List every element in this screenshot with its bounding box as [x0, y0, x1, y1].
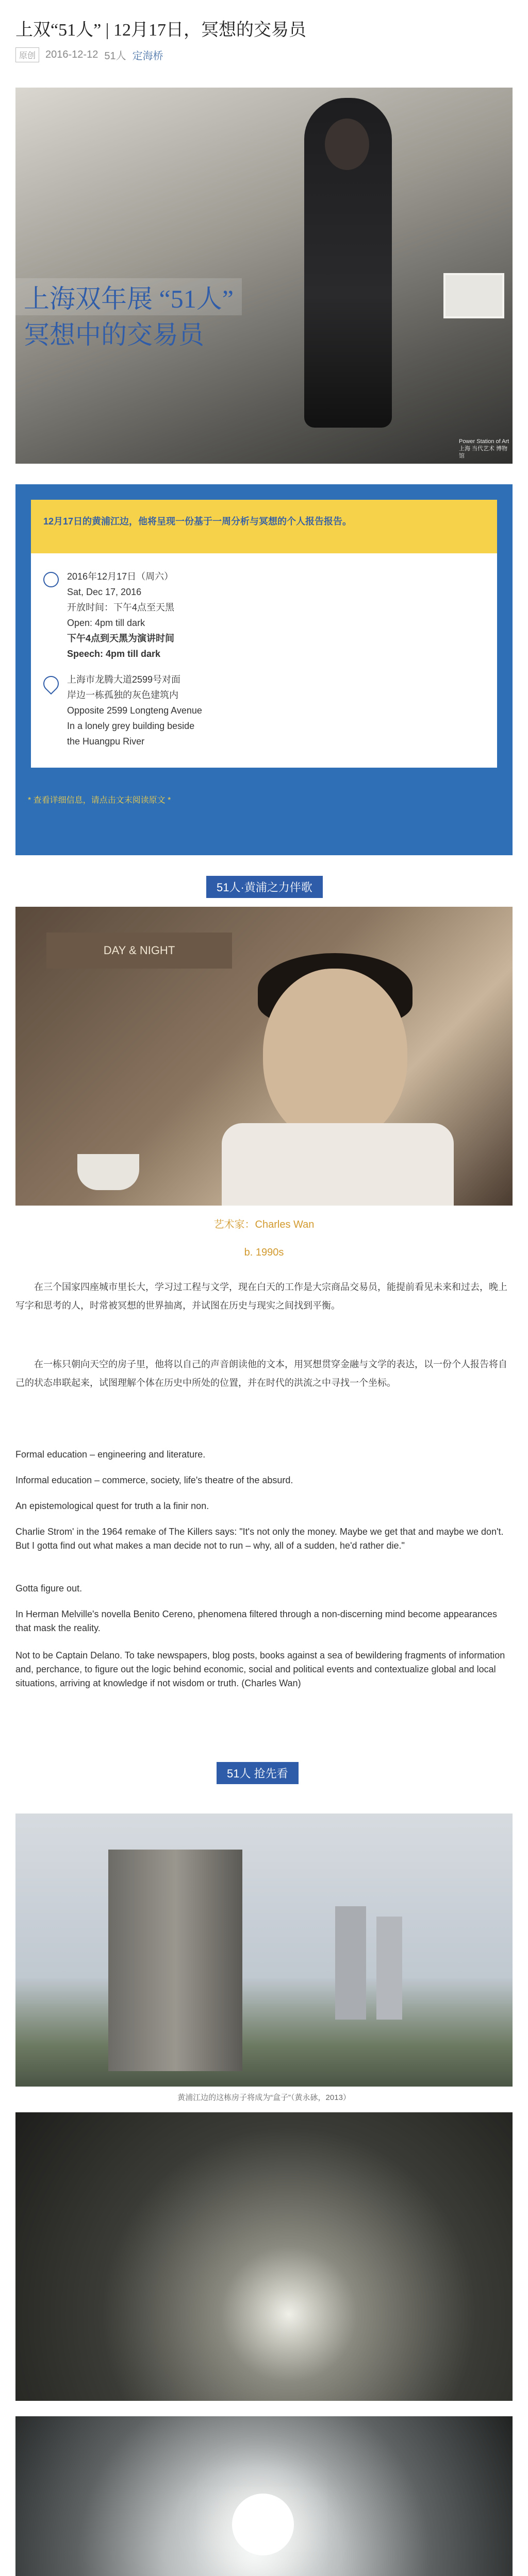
artist-caption: 艺术家：Charles Wan — [213, 1219, 315, 1230]
location-pin-icon — [40, 673, 62, 694]
event-open-cn: 开放时间：下午4点至天黑 — [67, 602, 175, 613]
en-line-3: An epistemological quest for truth a la finir non. — [15, 1501, 209, 1511]
event-address-cn1: 上海市龙腾大道2599号对面 — [67, 674, 181, 685]
en-line-5: Gotta figure out. — [15, 1583, 82, 1594]
account-link[interactable]: 定海桥 — [132, 50, 163, 62]
event-address-en3: the Huangpu River — [67, 736, 145, 747]
light-beam — [232, 2494, 294, 2555]
event-info-inner — [31, 500, 497, 768]
interior-photo-2 — [15, 2416, 513, 2576]
hero-photo — [15, 88, 513, 464]
hero-title-line2: 冥想中的交易员 — [24, 320, 204, 349]
cn-paragraph-1: 在三个国家四座城市里长大，学习过工程与文学，现在白天的工作是大宗商品交易员，能提前看见未来和过去，晚上写字和思考的人，时常被冥想的世界抽离，并试图在历史与现实之间找到平衡。 — [15, 1282, 507, 1311]
artist-face — [263, 969, 407, 1144]
section-label-1: 51人·黄浦之力伴歌 — [206, 876, 323, 898]
section-label-2: 51人 抢先看 — [217, 1762, 299, 1784]
event-open-en: Open: 4pm till dark — [67, 618, 145, 628]
event-info-card — [15, 484, 513, 855]
artist-photo — [15, 907, 513, 1206]
author-name: 51人 — [104, 50, 126, 62]
man-head — [325, 118, 369, 170]
en-paragraph-6: In Herman Melville's novella Benito Cereno, phenomena filtered through a non-discerning mind become appearances that mask the reality. — [15, 1609, 497, 1633]
event-address-en2: In a lonely grey building beside — [67, 721, 195, 731]
article-meta — [15, 47, 163, 62]
event-date-en: Sat, Dec 17, 2016 — [67, 587, 142, 597]
cn-paragraph-2: 在一栋只朝向天空的房子里，他将以自己的声音朗读他的文本，用冥想贯穿金融与文学的表达，以一份个人报告将自己的状态串联起来，试图理解个体在历史中所处的位置，并在时代的洪流之中寻找一个坐标。 — [15, 1359, 507, 1388]
building-caption: 黄浦江边的这栋房子将成为“盒子”（黄永砅，2013） — [177, 2093, 351, 2102]
publish-date: 2016-12-12 — [45, 49, 98, 60]
wall-frame — [443, 273, 504, 318]
en-line-1: Formal education – engineering and literature. — [15, 1449, 206, 1460]
event-intro-text: 12月17日的黄浦江边，他将呈现一份基于一周分析与冥想的个人报告报告。 — [43, 516, 352, 527]
interior-photo-1 — [15, 2112, 513, 2401]
en-paragraph-4: Charlie Strom' in the 1964 remake of The Killers says: "It's not only the money. Maybe we get that and maybe we don't. But I gotta find out what makes a man decide not to run – why, all of a sudden, he'd rather die." — [15, 1527, 504, 1551]
original-badge: 原创 — [15, 47, 39, 62]
wall-sign: DAY & NIGHT — [46, 933, 232, 969]
hero-title-line1: 上海双年展 “51人” — [15, 278, 242, 315]
en-paragraph-7: Not to be Captain Delano. To take newspapers, blog posts, books against a sea of bewildering fragments of information and, perchance, to figure out the logic behind economic, social and political events and contextualize global and local situations, arriving at knowledge if not wisdom or truth. (Charles Wan) — [15, 1650, 505, 1688]
event-address-en1: Opposite 2599 Longteng Avenue — [67, 705, 202, 716]
skyline-tower — [335, 1906, 366, 2020]
clock-icon — [43, 572, 59, 587]
event-speech-cn: 下午4点到天黑为演讲时间 — [67, 633, 175, 643]
artist-shirt — [222, 1123, 454, 1206]
grey-building — [108, 1850, 242, 2071]
event-date-cn: 2016年12月17日（周六） — [67, 571, 174, 582]
artist-birth: b. 1990s — [244, 1247, 284, 1258]
event-footnote: * 查看详细信息，请点击文末阅读原文 * — [28, 796, 171, 805]
skyline-tower — [376, 1917, 402, 2020]
event-intro-bar — [31, 500, 497, 553]
hero-credit: Power Station of Art 上海 当代艺术 博物馆 — [459, 438, 509, 459]
article-title: 上双“51人” | 12月17日，冥想的交易员 — [15, 21, 306, 40]
event-speech-en: Speech: 4pm till dark — [67, 649, 161, 659]
en-line-2: Informal education – commerce, society, life's theatre of the absurd. — [15, 1475, 293, 1485]
building-photo — [15, 1814, 513, 2087]
cup — [77, 1154, 139, 1190]
event-address-cn2: 岸边一栋孤独的灰色建筑内 — [67, 690, 178, 700]
